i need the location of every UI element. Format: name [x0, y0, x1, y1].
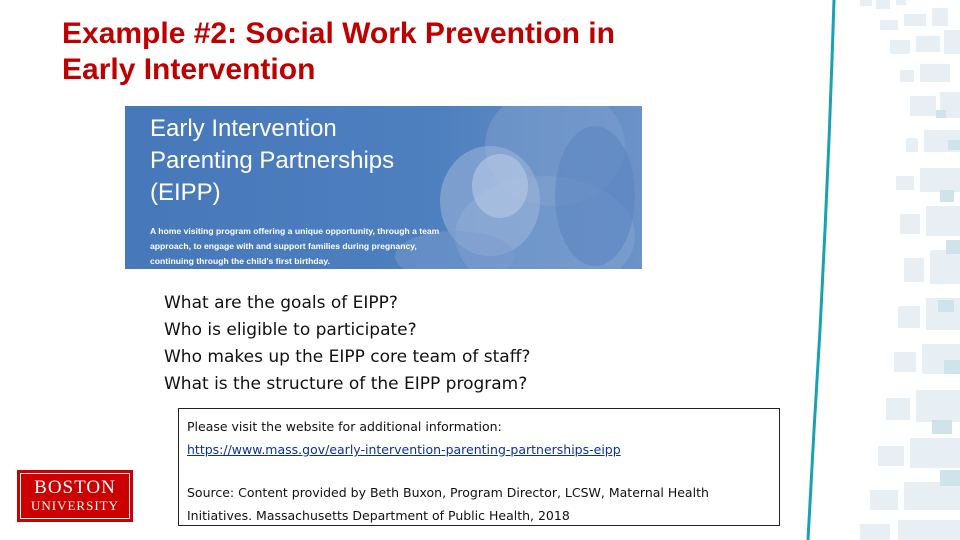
question-item: What is the structure of the EIPP program?: [164, 374, 528, 394]
logo-line-2: UNIVERSITY: [31, 498, 119, 513]
logo-inner-frame: [20, 473, 130, 519]
logo-line-1: BOSTON: [34, 477, 116, 498]
banner-heading-line-2: Parenting Partnerships: [150, 147, 395, 174]
slide-title: [62, 16, 762, 88]
banner-heading-line-3: (EIPP): [150, 179, 221, 206]
banner-heading-line-1: Early Intervention: [150, 115, 337, 142]
eipp-banner-image: [125, 106, 642, 269]
source-citation: Source: Content provided by Beth Buxon, Program Director, LCSW, Maternal Health Initiatives. Massachusetts Department of Public Health, 2018: [187, 485, 709, 523]
slide-title-line-1: Example #2: Social Work Prevention in: [62, 17, 615, 50]
question-item: What are the goals of EIPP?: [164, 293, 398, 313]
eipp-website-link[interactable]: https://www.mass.gov/early-intervention-parenting-partnerships-eipp: [187, 442, 621, 457]
banner-heading: [150, 113, 394, 209]
visit-website-text: [187, 415, 621, 461]
question-item: Who makes up the EIPP core team of staff?: [164, 347, 531, 367]
visit-text: Please visit the website for additional information:: [187, 419, 502, 434]
question-list: [164, 290, 530, 398]
slide-title-line-2: Early Intervention: [62, 53, 316, 86]
banner-description: A home visiting program offering a unique opportunity, through a team approach, to engage with and support families during pregnancy, continuing through the child's first birthday.: [150, 226, 440, 266]
question-item: Who is eligible to participate?: [164, 320, 417, 340]
info-box: [178, 408, 780, 526]
boston-university-logo: [17, 470, 133, 522]
